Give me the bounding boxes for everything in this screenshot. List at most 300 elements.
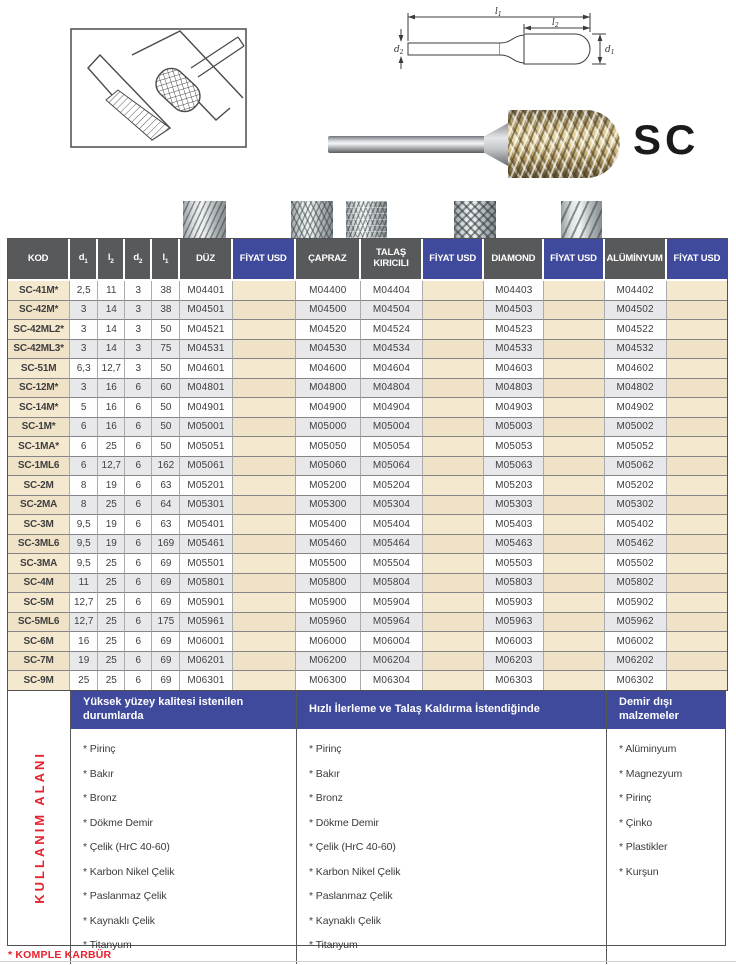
aluminyum-cell: M05462	[605, 535, 667, 555]
d2-cell: 6	[125, 476, 152, 496]
l2-cell: 16	[98, 398, 125, 418]
table-row	[8, 671, 727, 690]
fiyat3-cell	[544, 476, 604, 496]
kod-cell: SC-1MA*	[8, 437, 70, 457]
usage-list	[297, 729, 606, 964]
l2-cell: 25	[98, 632, 125, 652]
fiyat3-cell	[544, 359, 604, 379]
duz-cell: M05901	[180, 593, 232, 613]
pattern-photo-aluminyum	[561, 201, 602, 238]
fiyat2-cell	[423, 554, 484, 574]
d1-cell: 11	[70, 574, 98, 594]
talas-cell: M05404	[361, 515, 423, 535]
col-header-fiyat3: FİYAT USD	[544, 239, 604, 281]
duz-cell: M04601	[180, 359, 232, 379]
l1-cell: 69	[152, 554, 180, 574]
d2-cell: 6	[125, 652, 152, 672]
usage-item: * Bakır	[309, 767, 340, 780]
capraz-cell: M05900	[296, 593, 361, 613]
diamond-cell: M05403	[484, 515, 544, 535]
l1-cell: 162	[152, 457, 180, 477]
table-row	[8, 398, 727, 418]
fiyat3-cell	[544, 437, 604, 457]
usage-item: * Titanyum	[309, 939, 358, 951]
l1-cell: 69	[152, 671, 180, 690]
fiyat1-cell	[233, 320, 296, 340]
aluminyum-cell: M04522	[605, 320, 667, 340]
table-row	[8, 359, 727, 379]
fiyat1-cell	[233, 359, 296, 379]
l1-cell: 38	[152, 301, 180, 321]
diamond-cell: M05463	[484, 535, 544, 555]
kod-cell: SC-7M	[8, 652, 70, 672]
duz-cell: M04531	[180, 340, 232, 360]
fiyat2-cell	[423, 613, 484, 633]
d2-cell: 6	[125, 437, 152, 457]
aluminyum-cell: M05962	[605, 613, 667, 633]
usage-list	[607, 729, 725, 890]
d1-cell: 16	[70, 632, 98, 652]
talas-cell: M04404	[361, 281, 423, 301]
fiyat1-cell	[233, 281, 296, 301]
fiyat2-cell	[423, 457, 484, 477]
l1-cell: 50	[152, 359, 180, 379]
tool-shank	[328, 136, 488, 153]
diamond-cell: M05053	[484, 437, 544, 457]
l2-cell: 19	[98, 515, 125, 535]
fiyat2-cell	[423, 301, 484, 321]
duz-cell: M05461	[180, 535, 232, 555]
d2-cell: 6	[125, 496, 152, 516]
l1-cell: 69	[152, 574, 180, 594]
fiyat4-cell	[667, 593, 727, 613]
capraz-cell: M05460	[296, 535, 361, 555]
diamond-cell: M04803	[484, 379, 544, 399]
l2-cell: 12,7	[98, 457, 125, 477]
fiyat3-cell	[544, 340, 604, 360]
pattern-photo-talas-kiricili	[346, 201, 387, 238]
l2-cell: 14	[98, 301, 125, 321]
fiyat2-cell	[423, 593, 484, 613]
l2-cell: 19	[98, 476, 125, 496]
usage-item: * Paslanmaz Çelik	[309, 890, 393, 902]
d2-cell: 6	[125, 515, 152, 535]
fiyat2-cell	[423, 574, 484, 594]
fiyat1-cell	[233, 398, 296, 418]
fiyat4-cell	[667, 613, 727, 633]
duz-cell: M04801	[180, 379, 232, 399]
usage-item: * Çinko	[619, 816, 653, 829]
fiyat1-cell	[233, 496, 296, 516]
fiyat4-cell	[667, 398, 727, 418]
col-header-duz: DÜZ	[180, 239, 232, 281]
diamond-cell: M04533	[484, 340, 544, 360]
d1-cell: 12,7	[70, 593, 98, 613]
l2-cell: 25	[98, 671, 125, 690]
d2-cell: 3	[125, 359, 152, 379]
d1-cell: 8	[70, 496, 98, 516]
kod-cell: SC-12M*	[8, 379, 70, 399]
diamond-cell: M06003	[484, 632, 544, 652]
col-header-fiyat2: FİYAT USD	[423, 239, 484, 281]
table-row	[8, 632, 727, 652]
usage-title: Demir dışı malzemeler	[607, 691, 725, 729]
col-header-talas: TALAŞ KIRICILI	[361, 239, 423, 281]
table-row	[8, 593, 727, 613]
usage-item: * Kaynaklı Çelik	[309, 914, 381, 927]
kod-cell: SC-3MA	[8, 554, 70, 574]
d1-cell: 6	[70, 418, 98, 438]
capraz-cell: M04520	[296, 320, 361, 340]
talas-cell: M05804	[361, 574, 423, 594]
fiyat2-cell	[423, 496, 484, 516]
capraz-cell: M04800	[296, 379, 361, 399]
fiyat1-cell	[233, 418, 296, 438]
d2-cell: 6	[125, 457, 152, 477]
d1-cell: 9,5	[70, 554, 98, 574]
l2-cell: 25	[98, 554, 125, 574]
table-row	[8, 554, 727, 574]
aluminyum-cell: M04802	[605, 379, 667, 399]
l2-cell: 11	[98, 281, 125, 301]
fiyat1-cell	[233, 632, 296, 652]
fiyat2-cell	[423, 476, 484, 496]
fiyat1-cell	[233, 554, 296, 574]
l2-cell: 25	[98, 652, 125, 672]
col-header-l1: $l_1$	[152, 239, 180, 281]
col-header-kod: KOD	[8, 239, 70, 281]
dimension-diagram	[394, 5, 619, 77]
kod-cell: SC-9M	[8, 671, 70, 690]
duz-cell: M05401	[180, 515, 232, 535]
d2-cell: 3	[125, 301, 152, 321]
usage-title: Hızlı İlerleme ve Talaş Kaldırma İstendiğinde	[297, 691, 606, 729]
fiyat1-cell	[233, 437, 296, 457]
fiyat1-cell	[233, 652, 296, 672]
duz-cell: M05801	[180, 574, 232, 594]
d1-cell: 2,5	[70, 281, 98, 301]
talas-cell: M04604	[361, 359, 423, 379]
duz-cell: M05201	[180, 476, 232, 496]
diamond-cell: M04403	[484, 281, 544, 301]
fiyat1-cell	[233, 515, 296, 535]
aluminyum-cell: M05002	[605, 418, 667, 438]
aluminyum-cell: M05052	[605, 437, 667, 457]
diamond-cell: M05203	[484, 476, 544, 496]
d1-cell: 9,5	[70, 515, 98, 535]
capraz-cell: M05400	[296, 515, 361, 535]
l1-cell: 63	[152, 515, 180, 535]
fiyat3-cell	[544, 457, 604, 477]
fiyat1-cell	[233, 593, 296, 613]
fiyat2-cell	[423, 652, 484, 672]
table-row	[8, 418, 727, 438]
table-row	[8, 457, 727, 477]
fiyat3-cell	[544, 398, 604, 418]
fiyat3-cell	[544, 554, 604, 574]
usage-col-surface-quality	[70, 691, 296, 964]
fiyat3-cell	[544, 496, 604, 516]
duz-cell: M04901	[180, 398, 232, 418]
talas-cell: M05304	[361, 496, 423, 516]
capraz-cell: M05060	[296, 457, 361, 477]
talas-cell: M05464	[361, 535, 423, 555]
dim-label-l2: $l_2$	[552, 18, 559, 29]
usage-title: Yüksek yüzey kalitesi istenilen durumlarda	[71, 691, 296, 729]
kod-cell: SC-5M	[8, 593, 70, 613]
spec-table-frame	[7, 238, 728, 691]
fiyat3-cell	[544, 515, 604, 535]
usage-item: * Bakır	[83, 767, 114, 780]
kod-cell: SC-4M	[8, 574, 70, 594]
usage-item: * Kurşun	[619, 865, 659, 878]
l2-cell: 16	[98, 379, 125, 399]
fiyat2-cell	[423, 535, 484, 555]
d2-cell: 6	[125, 574, 152, 594]
duz-cell: M04501	[180, 301, 232, 321]
header-row	[8, 239, 727, 281]
table-row	[8, 574, 727, 594]
talas-cell: M05004	[361, 418, 423, 438]
fiyat4-cell	[667, 301, 727, 321]
usage-item: * Karbon Nikel Çelik	[309, 865, 401, 878]
fiyat1-cell	[233, 535, 296, 555]
talas-cell: M06204	[361, 652, 423, 672]
aluminyum-cell: M06002	[605, 632, 667, 652]
series-label: SC	[633, 116, 700, 163]
l2-cell: 25	[98, 496, 125, 516]
usage-col-fast-removal	[296, 691, 606, 964]
table-row	[8, 301, 727, 321]
dim-label-d1: $d_1$	[605, 45, 615, 56]
fiyat3-cell	[544, 671, 604, 690]
capraz-cell: M05960	[296, 613, 361, 633]
fiyat4-cell	[667, 457, 727, 477]
application-sketch	[70, 28, 247, 148]
table-row	[8, 652, 727, 672]
diamond-cell: M05903	[484, 593, 544, 613]
tool-photo	[328, 110, 620, 178]
aluminyum-cell: M05302	[605, 496, 667, 516]
diamond-cell: M04603	[484, 359, 544, 379]
usage-side-cell	[8, 691, 70, 964]
usage-item: * Magnezyum	[619, 767, 683, 780]
duz-cell: M05961	[180, 613, 232, 633]
table-row	[8, 340, 727, 360]
capraz-cell: M04400	[296, 281, 361, 301]
dim-label-l1: $l_1$	[495, 7, 502, 18]
diamond-cell: M05063	[484, 457, 544, 477]
fiyat4-cell	[667, 437, 727, 457]
duz-cell: M04401	[180, 281, 232, 301]
l2-cell: 25	[98, 437, 125, 457]
fiyat2-cell	[423, 418, 484, 438]
talas-cell: M06304	[361, 671, 423, 690]
aluminyum-cell: M06302	[605, 671, 667, 690]
fiyat1-cell	[233, 340, 296, 360]
l1-cell: 50	[152, 398, 180, 418]
l2-cell: 14	[98, 340, 125, 360]
l1-cell: 60	[152, 379, 180, 399]
talas-cell: M05064	[361, 457, 423, 477]
d1-cell: 3	[70, 301, 98, 321]
l2-cell: 25	[98, 613, 125, 633]
l1-cell: 69	[152, 593, 180, 613]
spec-table	[8, 239, 727, 690]
table-row	[8, 379, 727, 399]
fiyat3-cell	[544, 301, 604, 321]
l1-cell: 50	[152, 320, 180, 340]
d2-cell: 6	[125, 613, 152, 633]
table-row	[8, 613, 727, 633]
duz-cell: M04521	[180, 320, 232, 340]
l2-cell: 25	[98, 574, 125, 594]
capraz-cell: M05000	[296, 418, 361, 438]
fiyat2-cell	[423, 281, 484, 301]
l2-cell: 19	[98, 535, 125, 555]
d1-cell: 12,7	[70, 613, 98, 633]
duz-cell: M05061	[180, 457, 232, 477]
kod-cell: SC-1M*	[8, 418, 70, 438]
usage-item: * Çelik (HrC 40-60)	[83, 841, 170, 853]
talas-cell: M04524	[361, 320, 423, 340]
aluminyum-cell: M05402	[605, 515, 667, 535]
usage-item: * Alüminyum	[619, 743, 677, 755]
d2-cell: 6	[125, 554, 152, 574]
l2-cell: 16	[98, 418, 125, 438]
kod-cell: SC-2M	[8, 476, 70, 496]
col-header-d2: $d_2$	[125, 239, 152, 281]
usage-item: * Çelik (HrC 40-60)	[309, 841, 396, 853]
usage-item: * Pirinç	[83, 743, 116, 755]
footnote: * KOMPLE KARBÜR	[8, 949, 112, 961]
talas-cell: M04504	[361, 301, 423, 321]
diamond-cell: M04523	[484, 320, 544, 340]
usage-item: * Karbon Nikel Çelik	[83, 865, 175, 878]
aluminyum-cell: M04902	[605, 398, 667, 418]
capraz-cell: M06000	[296, 632, 361, 652]
fiyat1-cell	[233, 379, 296, 399]
usage-item: * Dökme Demir	[309, 816, 379, 829]
fiyat2-cell	[423, 437, 484, 457]
fiyat3-cell	[544, 535, 604, 555]
duz-cell: M05501	[180, 554, 232, 574]
capraz-cell: M05800	[296, 574, 361, 594]
table-row	[8, 496, 727, 516]
capraz-cell: M04530	[296, 340, 361, 360]
d1-cell: 3	[70, 340, 98, 360]
usage-item: * Kaynaklı Çelik	[83, 914, 155, 927]
capraz-cell: M06300	[296, 671, 361, 690]
l1-cell: 69	[152, 632, 180, 652]
col-header-capraz: ÇAPRAZ	[296, 239, 361, 281]
fiyat1-cell	[233, 671, 296, 690]
l1-cell: 50	[152, 418, 180, 438]
aluminyum-cell: M05802	[605, 574, 667, 594]
diamond-cell: M05503	[484, 554, 544, 574]
kod-cell: SC-51M	[8, 359, 70, 379]
kod-cell: SC-3ML6	[8, 535, 70, 555]
tool-taper	[484, 122, 510, 167]
diamond-cell: M06203	[484, 652, 544, 672]
fiyat2-cell	[423, 340, 484, 360]
page-bottom-line	[0, 961, 736, 962]
col-header-fiyat1: FİYAT USD	[233, 239, 296, 281]
usage-item: * Plastikler	[619, 841, 668, 853]
d1-cell: 19	[70, 652, 98, 672]
usage-item: * Titanyum	[83, 939, 132, 951]
talas-cell: M06004	[361, 632, 423, 652]
fiyat1-cell	[233, 301, 296, 321]
usage-col-nonferrous	[606, 691, 725, 964]
fiyat1-cell	[233, 476, 296, 496]
usage-item: * Bronz	[309, 792, 343, 804]
d2-cell: 6	[125, 593, 152, 613]
d2-cell: 6	[125, 632, 152, 652]
talas-cell: M05054	[361, 437, 423, 457]
tool-burr-head	[508, 110, 620, 178]
fiyat3-cell	[544, 320, 604, 340]
kod-cell: SC-1ML6	[8, 457, 70, 477]
fiyat4-cell	[667, 418, 727, 438]
fiyat3-cell	[544, 652, 604, 672]
kod-cell: SC-42M*	[8, 301, 70, 321]
l1-cell: 169	[152, 535, 180, 555]
fiyat3-cell	[544, 632, 604, 652]
kod-cell: SC-42ML3*	[8, 340, 70, 360]
usage-item: * Dökme Demir	[83, 816, 153, 829]
fiyat4-cell	[667, 515, 727, 535]
usage-item: * Paslanmaz Çelik	[83, 890, 167, 902]
fiyat2-cell	[423, 515, 484, 535]
diamond-cell: M05303	[484, 496, 544, 516]
aluminyum-cell: M04402	[605, 281, 667, 301]
d2-cell: 6	[125, 398, 152, 418]
fiyat1-cell	[233, 457, 296, 477]
d1-cell: 3	[70, 320, 98, 340]
kod-cell: SC-6M	[8, 632, 70, 652]
fiyat4-cell	[667, 320, 727, 340]
diamond-cell: M04503	[484, 301, 544, 321]
diamond-cell: M05803	[484, 574, 544, 594]
usage-list	[71, 729, 296, 964]
d2-cell: 6	[125, 535, 152, 555]
l1-cell: 63	[152, 476, 180, 496]
diamond-cell: M05003	[484, 418, 544, 438]
fiyat2-cell	[423, 632, 484, 652]
l1-cell: 175	[152, 613, 180, 633]
duz-cell: M06201	[180, 652, 232, 672]
kod-cell: SC-41M*	[8, 281, 70, 301]
aluminyum-cell: M06202	[605, 652, 667, 672]
fiyat4-cell	[667, 554, 727, 574]
col-header-aluminyum: ALÜMİNYUM	[605, 239, 667, 281]
capraz-cell: M05500	[296, 554, 361, 574]
talas-cell: M05904	[361, 593, 423, 613]
col-header-d1: $d_1$	[70, 239, 98, 281]
fiyat3-cell	[544, 613, 604, 633]
usage-item: * Bronz	[83, 792, 117, 804]
table-row	[8, 437, 727, 457]
col-header-l2: $l_2$	[98, 239, 125, 281]
usage-item: * Pirinç	[619, 792, 652, 804]
kod-cell: SC-2MA	[8, 496, 70, 516]
kod-cell: SC-42ML2*	[8, 320, 70, 340]
usage-side-label: KULLANIM ALANI	[31, 750, 47, 904]
d2-cell: 3	[125, 320, 152, 340]
d1-cell: 9,5	[70, 535, 98, 555]
capraz-cell: M05200	[296, 476, 361, 496]
